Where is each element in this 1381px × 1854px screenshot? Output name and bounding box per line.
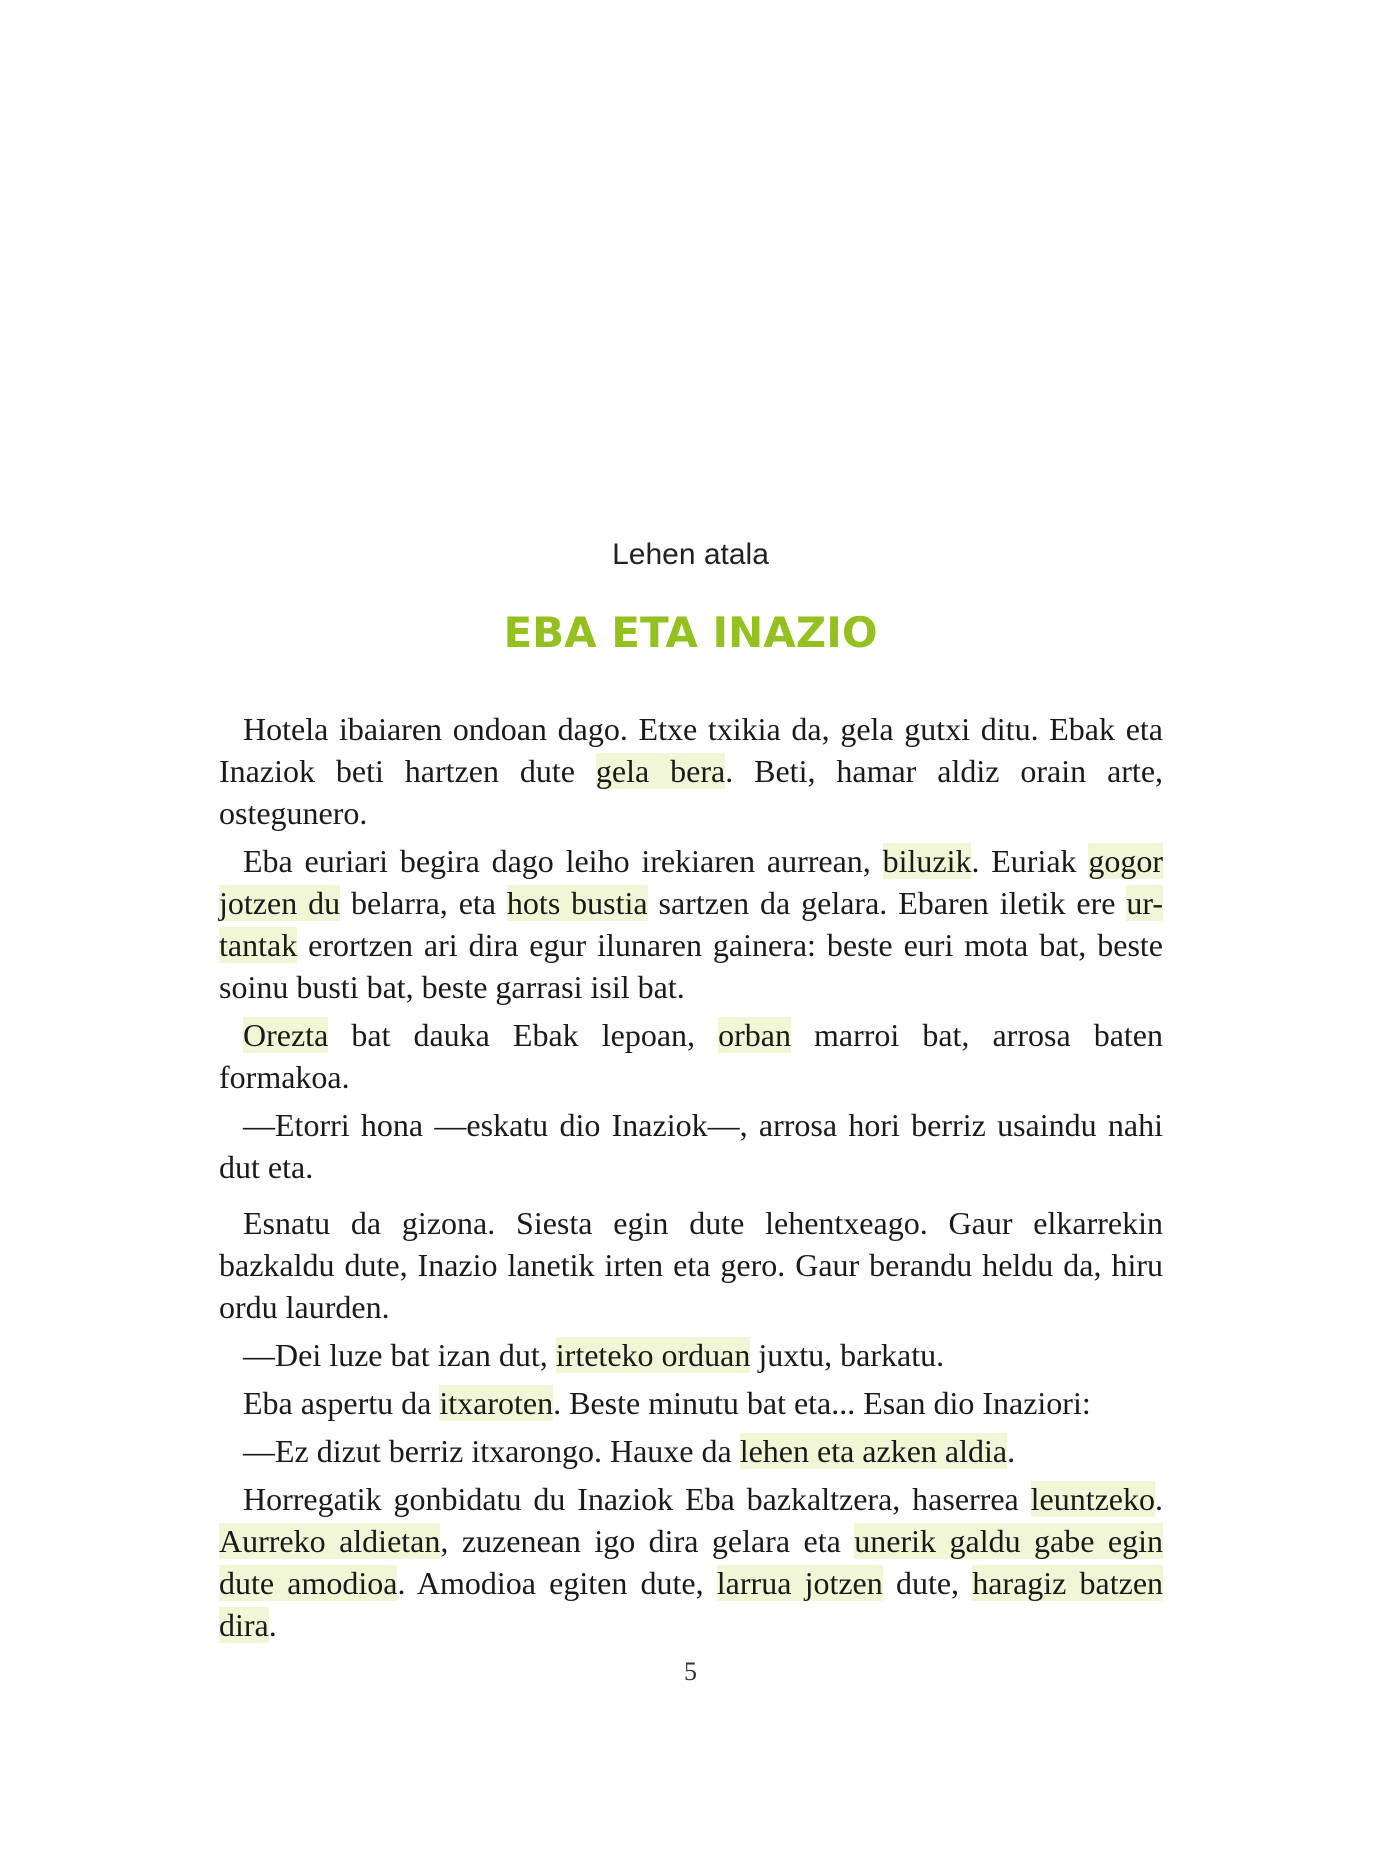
glossary-term: orban — [718, 1017, 791, 1053]
glossary-term: hots bustia — [506, 885, 648, 921]
glossary-term: gogor jotzen du — [219, 843, 1164, 921]
section-1 — [219, 708, 1163, 1194]
glossary-term: irteteko orduan — [555, 1337, 751, 1373]
section-2 — [219, 1202, 1163, 1652]
glossary-term: Orezta — [243, 1017, 329, 1053]
paragraph: Eba euriari begira dago leiho irekiaren aurrean, biluzik. Euriak gogor jotzen du belarra, eta hots bustia sartzen da gelara. Ebaren iletik ere ur-tantak erortzen ari dira egur ilunaren gainera: beste euri mota bat, beste soinu busti bat, beste garrasi isil bat. — [219, 843, 1164, 1005]
glossary-term: leuntzeko — [1030, 1481, 1155, 1517]
glossary-term: Aurreko aldietan — [219, 1523, 441, 1559]
paragraph: —Etorri hona —eskatu dio Inaziok—, arrosa hori berriz usaindu nahi dut eta. — [219, 1107, 1163, 1185]
page-number: 5 — [684, 1657, 697, 1686]
glossary-term: larrua jotzen — [716, 1565, 883, 1601]
chapter-label: Lehen atala — [612, 538, 769, 571]
paragraph: —Dei luze bat izan dut, irteteko orduan juxtu, barkatu. — [243, 1337, 945, 1373]
chapter-title: EBA ETA INAZIO — [503, 608, 878, 657]
glossary-term: lehen eta azken aldia — [739, 1433, 1008, 1469]
paragraph: Eba aspertu da itxaroten. Beste minutu bat eta... Esan dio Inaziori: — [243, 1385, 1091, 1421]
glossary-term: itxaroten — [439, 1385, 554, 1421]
paragraph: Hotela ibaiaren ondoan dago. Etxe txikia da, gela gutxi ditu. Ebak eta Inaziok beti hartzen dute gela bera. Beti, hamar aldiz orain arte, ostegunero. — [219, 711, 1164, 831]
paragraph: Esnatu da gizona. Siesta egin dute lehentxeago. Gaur elkarrekin bazkaldu dute, Inazio lanetik irten eta gero. Gaur berandu heldu da, hiru ordu laurden. — [219, 1205, 1163, 1325]
glossary-term: unerik galdu gabe egin dute amodioa — [219, 1523, 1164, 1601]
glossary-term: ur-tantak — [219, 885, 1164, 963]
glossary-term: gela bera — [595, 753, 726, 789]
paragraph: Orezta bat dauka Ebak lepoan, orban marroi bat, arrosa baten formakoa. — [219, 1017, 1164, 1095]
glossary-term: biluzik — [882, 843, 972, 879]
glossary-term: haragiz batzen dira — [219, 1565, 1164, 1643]
paragraph: —Ez dizut berriz itxarongo. Hauxe da lehen eta azken aldia. — [243, 1433, 1016, 1469]
paragraph: Horregatik gonbidatu du Inaziok Eba bazkaltzera, haserrea leuntzeko. Aurreko aldietan, zuzenean igo dira gelara eta unerik galdu gabe egin dute amodioa. Amodioa egiten dute, larrua jotzen dute, haragiz batzen dira. — [219, 1481, 1164, 1643]
